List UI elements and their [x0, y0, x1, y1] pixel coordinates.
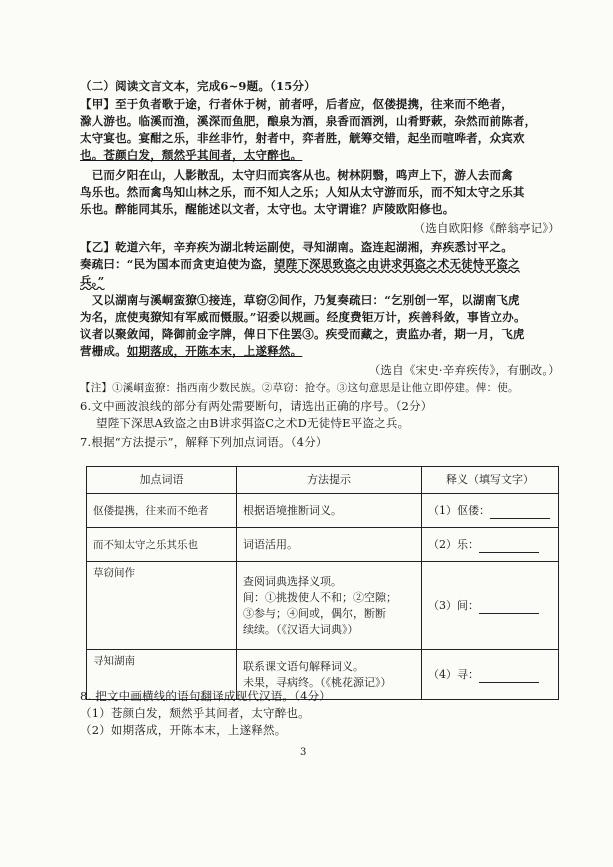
row-hint: [237, 528, 422, 562]
hint-line: 联系课文语句解释词义。: [243, 659, 364, 673]
yi-wavy-sentence: 望陛下深思致盗之由讲求弭盗之术无徒恃平盗之: [274, 257, 520, 271]
q8-stem: 8. 把文中画横线的语句翻译成现代汉语。（4分）: [80, 689, 331, 703]
jia-line-3: 太守宴也。宴酣之乐，非丝非竹，射者中，弈者胜，觥筹交错，起坐而喧哗者，众宾欢: [80, 131, 525, 145]
section-title: （二）阅读文言文本，完成6~9题。（15分）: [80, 79, 316, 93]
yi-line-2: [80, 256, 560, 273]
q8-item-2: （2）如期落成，开陈本末，上遂释然。: [80, 723, 287, 737]
answer-blank[interactable]: [479, 601, 539, 614]
row-hint: [237, 494, 422, 528]
yi-line-1: 【乙】乾道六年，辛弃疾为湖北转运副使，寻知湖南。盗连起湖湘，弃疾悉讨平之。: [80, 240, 513, 254]
yi-line-4: 又以湖南与溪峒蛮獠①接连，草窃②间作，乃复奏疏曰：“乞别创一军，以湖南飞虎: [80, 293, 520, 307]
row-word: 而不知太守之乐其乐也: [87, 528, 237, 562]
yi-underlined-sentence: 如期落成，开陈本末，上遂释然。: [126, 344, 303, 358]
table-row: [87, 562, 559, 650]
yi-wavy-end: 兵。”: [80, 274, 105, 288]
q7-table: [86, 466, 559, 700]
q6-stem: 6.文中画波浪线的部分有两处需要断句，请选出正确的序号。（2分）: [80, 399, 433, 413]
yi-line-7: [80, 343, 560, 360]
row-word: 伛偻提携，往来而不绝者: [87, 494, 237, 528]
hint-line: 查阅词典选择义项。: [243, 574, 342, 588]
yi-line-2-text: 奏疏曰：“民为国本而贪吏迫使为盗，: [80, 257, 275, 271]
answer-label: （1）伛偻：: [428, 503, 490, 517]
yi-line-5: 为名，庶使夷獠知有军威而慑服。”诏委以规画。经度费钜万计，疾善科敛，事皆立办。: [80, 310, 526, 324]
row-answer[interactable]: [422, 562, 559, 650]
header-word: 加点词语: [87, 467, 237, 494]
jia-line-2: 滁人游也。临溪而渔，溪深而鱼肥，酿泉为酒，泉香而酒洌，山肴野蔌，杂然而前陈者，: [80, 114, 537, 128]
yi-line-6: 议者以聚敛闻，降御前金字牌，俾日下住罢③。疾受而藏之，责监办者，期一月，飞虎: [80, 327, 525, 341]
hint-line: 续续。（《汉语大词典》）: [243, 622, 359, 636]
hint-line: 未果，寻病终。（《桃花源记》）: [243, 675, 392, 689]
q6-options: 望陛下深思A致盗之由B讲求弭盗C之术D无徒恃E平盗之兵。: [96, 416, 410, 430]
answer-blank[interactable]: [479, 670, 539, 683]
answer-label: （4）寻：: [428, 667, 479, 681]
table-row: [87, 494, 559, 528]
q7-stem: 7.根据“方法提示”，解释下列加点词语。（4分）: [80, 435, 328, 449]
jia-source: （选自欧阳修《醉翁亭记》）: [413, 221, 560, 235]
answer-label: （2）乐：: [428, 537, 479, 551]
hint-line: 根据语境推断词义。: [243, 503, 342, 517]
yi-source: （选自《宋史·辛弃疾传》，有删改。）: [368, 363, 560, 377]
yi-line-3: [80, 273, 560, 290]
yi-line-7-text: 营栅成。: [80, 344, 127, 358]
row-answer[interactable]: [422, 494, 559, 528]
hint-line: 词语活用。: [243, 537, 298, 551]
answer-blank[interactable]: [479, 540, 539, 553]
hint-line: 间：①挑拨使人不和；②空隙；: [243, 590, 397, 604]
answer-blank[interactable]: [490, 506, 550, 519]
row-answer[interactable]: [422, 528, 559, 562]
header-answer: 释义（填写文字）: [422, 467, 559, 494]
page-number: 3: [300, 747, 307, 758]
table-row: [87, 528, 559, 562]
row-word: 寻知湖南: [87, 650, 237, 700]
jia-line-5: 已而夕阳在山，人影散乱，太守归而宾客从也。树林阴翳，鸣声上下，游人去而禽: [80, 168, 513, 182]
jia-line-1: 【甲】至于负者歌于途，行者休于树，前者呼，后者应，伛偻提携，往来而不绝者，: [80, 97, 513, 111]
hint-line: ③参与；④间或，偶尔，断断: [243, 606, 386, 620]
jia-line-4: [80, 147, 560, 164]
table-header-row: [87, 467, 559, 494]
header-hint: 方法提示: [237, 467, 422, 494]
answer-label: （3）间：: [428, 598, 479, 612]
q8-item-1: （1）苍颜白发，颓然乎其间者，太守醉也。: [80, 706, 310, 720]
jia-line-7: 乐也。醉能同其乐，醒能述以文者，太守也。太守谓谁？庐陵欧阳修也。: [80, 202, 455, 216]
row-hint: [237, 562, 422, 650]
notes: 【注】①溪峒蛮獠：指西南少数民族。②草窃：抢夺。③这句意思是让他立即停建。俾：使。: [80, 382, 519, 394]
row-word: 草窃间作: [87, 562, 237, 650]
jia-line-6: 鸟乐也。然而禽鸟知山林之乐，而不知人之乐；人知从太守游而乐，而不知太守之乐其: [80, 185, 525, 199]
jia-underlined-sentence: 也。苍颜白发，颓然乎其间者，太守醉也。: [80, 148, 303, 162]
